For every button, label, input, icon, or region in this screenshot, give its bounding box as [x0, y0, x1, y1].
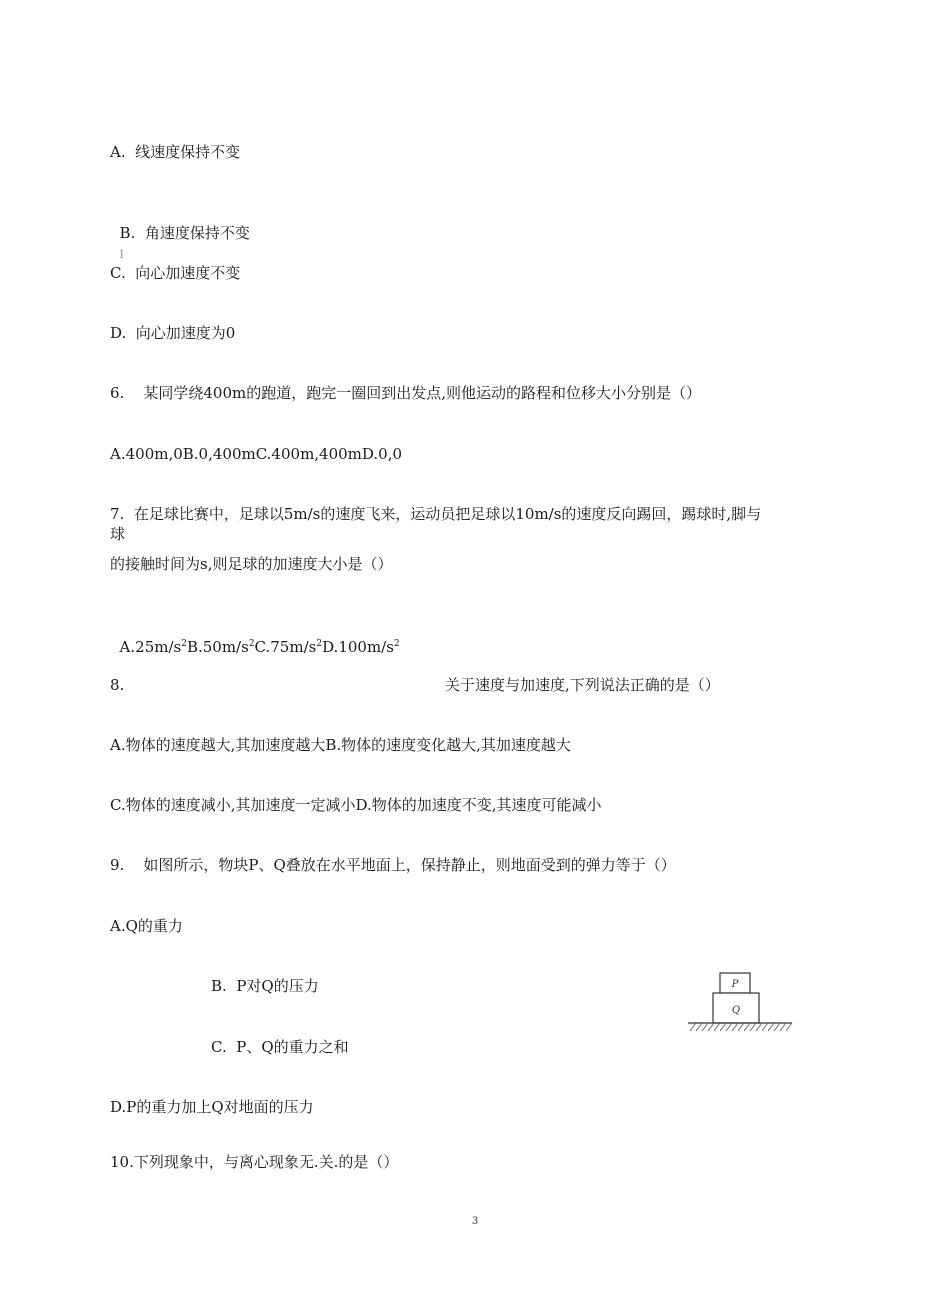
- q7-exp-d: 2: [393, 639, 400, 649]
- q7-option-d: D.100m/s: [322, 638, 394, 656]
- q7-stem-line3: 的接触时间为s,则足球的加速度大小是（）: [110, 555, 393, 573]
- block-p-label: P: [731, 979, 739, 990]
- q8-stem: 关于速度与加速度,下列说法正确的是（）: [445, 676, 720, 694]
- q9-option-b: B. P对Q的压力: [211, 977, 319, 995]
- q5-option-b: [110, 203, 250, 265]
- q5-option-d: D. 向心加速度为0: [110, 324, 236, 342]
- q9-option-c: C. P、Q的重力之和: [211, 1038, 349, 1056]
- q7-stem-line1: 7. 在足球比赛中，足球以5m/s的速度飞来，运动员把足球以10m/s的速度反向踢回，踢球时,脚与: [110, 505, 762, 523]
- q9-option-d: D.P的重力加上Q对地面的压力: [110, 1098, 314, 1116]
- q10-stem: 10.下列现象中，与离心现象无.关.的是（）: [110, 1153, 399, 1171]
- q6-stem: 6. 某同学绕400m的跑道，跑完一圈回到出发点,则他运动的路程和位移大小分别是（）: [110, 384, 702, 402]
- q7-option-a: A.25m/s: [119, 638, 182, 656]
- stacked-blocks-figure: [686, 971, 796, 1033]
- ground-hatching: [690, 1023, 792, 1031]
- q9-stem: 9. 如图所示，物块P、Q叠放在水平地面上，保持静止，则地面受到的弹力等于（）: [110, 856, 676, 874]
- block-q-label: Q: [731, 1005, 741, 1016]
- q7-option-b: B.50m/s: [186, 638, 249, 656]
- q5-option-b-mark: I: [119, 248, 124, 261]
- q9-option-a: A.Q的重力: [110, 917, 183, 935]
- q7-option-c: C.75m/s: [254, 638, 317, 656]
- q8-number: 8.: [110, 676, 125, 694]
- page-number: 3: [471, 1216, 479, 1227]
- q8-options-ab: A.物体的速度越大,其加速度越大B.物体的速度变化越大,其加速度越大: [110, 736, 571, 754]
- q7-exp-b: 2: [248, 639, 255, 649]
- q7-exp-c: 2: [316, 639, 323, 649]
- q8-options-cd: C.物体的速度减小,其加速度一定减小D.物体的加速度不变,其速度可能减小: [110, 796, 602, 814]
- q5-option-a: A. 线速度保持不变: [110, 143, 241, 161]
- q7-exp-a: 2: [181, 639, 187, 649]
- q6-options: A.400m,0B.0,400mC.400m,400mD.0,0: [110, 445, 403, 463]
- q7-stem-line2: 球: [110, 525, 126, 543]
- q5-option-b-text: B. 角速度保持不变: [119, 224, 250, 242]
- q7-options: [110, 614, 400, 657]
- q5-option-c: C. 向心加速度不变: [110, 264, 241, 282]
